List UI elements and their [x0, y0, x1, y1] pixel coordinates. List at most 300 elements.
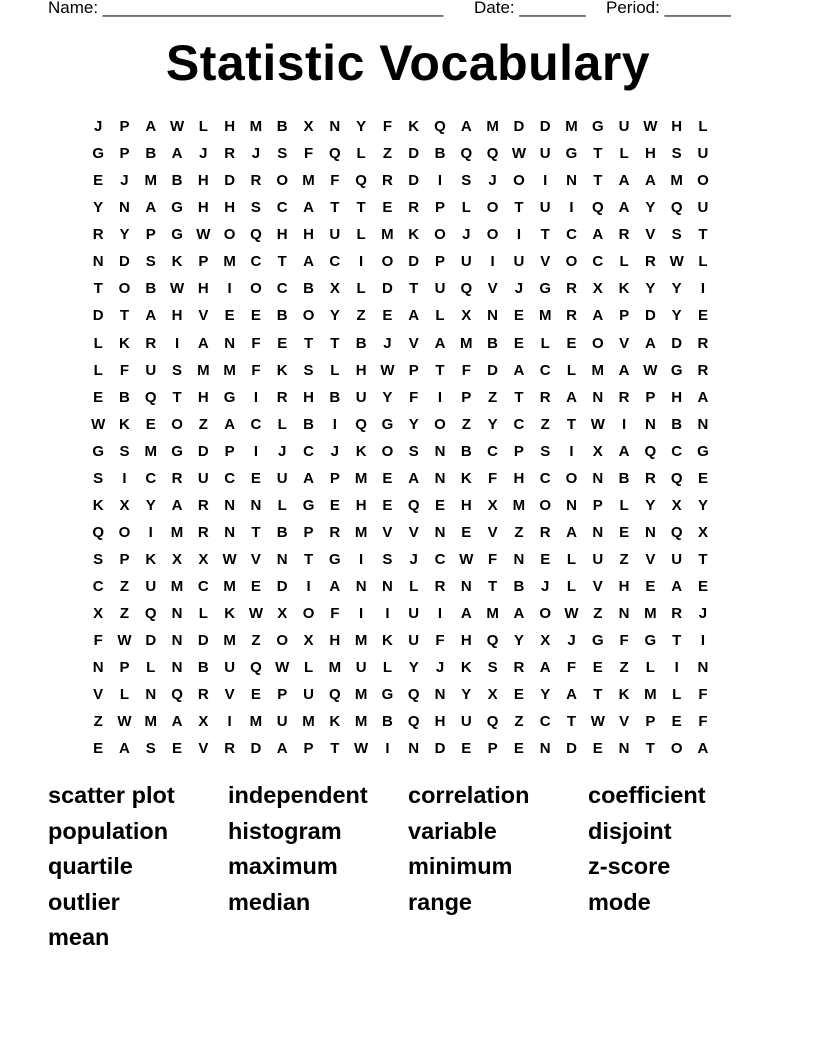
grid-letter[interactable]: A: [434, 334, 446, 352]
grid-letter[interactable]: J: [698, 605, 708, 623]
grid-letter[interactable]: N: [644, 415, 656, 433]
grid-letter[interactable]: M: [381, 226, 394, 244]
grid-letter[interactable]: O: [591, 334, 604, 352]
grid-letter[interactable]: M: [197, 361, 210, 379]
grid-letter[interactable]: Y: [645, 496, 656, 514]
grid-letter[interactable]: B: [513, 578, 525, 596]
grid-letter[interactable]: G: [670, 361, 683, 379]
grid-letter[interactable]: A: [303, 253, 314, 271]
grid-letter[interactable]: M: [354, 686, 368, 704]
grid-letter[interactable]: I: [359, 551, 364, 569]
grid-letter[interactable]: V: [645, 226, 656, 244]
grid-letter[interactable]: B: [434, 145, 446, 163]
grid-letter[interactable]: Z: [488, 388, 498, 406]
grid-letter[interactable]: R: [697, 361, 709, 379]
grid-letter[interactable]: A: [697, 388, 709, 406]
grid-letter[interactable]: P: [303, 740, 314, 758]
grid-letter[interactable]: M: [354, 523, 368, 541]
grid-letter[interactable]: L: [93, 361, 103, 379]
grid-letter[interactable]: P: [645, 388, 656, 406]
grid-letter[interactable]: D: [408, 253, 420, 271]
grid-letter[interactable]: Y: [540, 686, 551, 704]
grid-letter[interactable]: F: [382, 118, 392, 136]
grid-letter[interactable]: H: [644, 145, 656, 163]
grid-letter[interactable]: Z: [514, 713, 524, 731]
grid-letter[interactable]: O: [223, 226, 236, 244]
grid-letter[interactable]: Q: [670, 469, 683, 487]
date-field[interactable]: Date: _______: [474, 0, 586, 17]
grid-letter[interactable]: K: [460, 469, 472, 487]
grid-letter[interactable]: J: [93, 118, 103, 136]
grid-letter[interactable]: F: [251, 334, 261, 352]
grid-letter[interactable]: S: [250, 199, 261, 217]
grid-letter[interactable]: W: [117, 713, 132, 731]
grid-letter[interactable]: I: [490, 253, 495, 271]
grid-letter[interactable]: Y: [487, 415, 498, 433]
grid-letter[interactable]: A: [618, 361, 630, 379]
grid-letter[interactable]: A: [618, 442, 630, 460]
grid-letter[interactable]: S: [93, 469, 104, 487]
grid-letter[interactable]: A: [197, 334, 209, 352]
grid-letter[interactable]: N: [539, 740, 551, 758]
grid-letter[interactable]: U: [355, 659, 367, 677]
grid-letter[interactable]: J: [462, 226, 471, 244]
grid-letter[interactable]: R: [618, 226, 630, 244]
grid-letter[interactable]: N: [381, 578, 393, 596]
grid-letter[interactable]: I: [543, 172, 548, 190]
grid-letter[interactable]: U: [408, 605, 420, 623]
grid-letter[interactable]: M: [223, 578, 236, 596]
grid-letter[interactable]: R: [92, 226, 104, 244]
grid-letter[interactable]: Y: [93, 199, 104, 217]
grid-letter[interactable]: I: [674, 659, 679, 677]
grid-letter[interactable]: A: [171, 496, 183, 514]
grid-letter[interactable]: A: [671, 578, 683, 596]
grid-letter[interactable]: B: [303, 415, 314, 433]
grid-letter[interactable]: T: [93, 280, 103, 298]
grid-letter[interactable]: T: [356, 199, 366, 217]
grid-letter[interactable]: A: [145, 118, 157, 136]
grid-letter[interactable]: H: [460, 632, 472, 650]
grid-letter[interactable]: L: [93, 334, 103, 352]
grid-letter[interactable]: J: [567, 632, 576, 650]
grid-letter[interactable]: Z: [119, 578, 130, 596]
grid-letter[interactable]: T: [277, 253, 287, 271]
grid-letter[interactable]: T: [435, 361, 445, 379]
grid-letter[interactable]: W: [169, 280, 185, 298]
grid-letter[interactable]: I: [253, 388, 259, 406]
grid-letter[interactable]: K: [618, 686, 630, 704]
grid-letter[interactable]: E: [592, 659, 603, 677]
grid-letter[interactable]: O: [513, 172, 525, 190]
grid-letter[interactable]: D: [119, 253, 130, 271]
grid-letter[interactable]: Z: [593, 605, 603, 623]
grid-letter[interactable]: L: [619, 253, 629, 271]
grid-letter[interactable]: I: [385, 740, 390, 758]
grid-letter[interactable]: M: [328, 659, 342, 677]
grid-letter[interactable]: P: [145, 226, 156, 244]
grid-letter[interactable]: E: [645, 578, 656, 596]
grid-letter[interactable]: G: [381, 415, 394, 433]
grid-letter[interactable]: I: [437, 388, 443, 406]
grid-letter[interactable]: E: [145, 415, 156, 433]
grid-letter[interactable]: H: [224, 199, 236, 217]
grid-letter[interactable]: U: [303, 686, 314, 704]
grid-letter[interactable]: P: [592, 496, 603, 514]
grid-letter[interactable]: F: [619, 632, 629, 650]
grid-letter[interactable]: M: [670, 172, 683, 190]
grid-letter[interactable]: C: [224, 469, 236, 487]
grid-letter[interactable]: L: [356, 145, 366, 163]
grid-letter[interactable]: O: [250, 280, 262, 298]
grid-letter[interactable]: S: [93, 551, 104, 569]
grid-letter[interactable]: V: [93, 686, 104, 704]
grid-letter[interactable]: A: [276, 740, 288, 758]
grid-letter[interactable]: O: [486, 226, 499, 244]
grid-letter[interactable]: Q: [434, 118, 446, 136]
grid-letter[interactable]: M: [223, 361, 236, 379]
grid-letter[interactable]: Q: [407, 496, 420, 514]
grid-letter[interactable]: Q: [670, 523, 683, 541]
grid-letter[interactable]: J: [330, 442, 339, 460]
grid-letter[interactable]: T: [698, 226, 708, 244]
grid-letter[interactable]: S: [145, 740, 156, 758]
grid-letter[interactable]: X: [592, 442, 603, 460]
grid-letter[interactable]: N: [434, 442, 446, 460]
grid-letter[interactable]: A: [539, 659, 551, 677]
grid-letter[interactable]: G: [171, 442, 183, 460]
grid-letter[interactable]: L: [277, 415, 287, 433]
grid-letter[interactable]: M: [144, 442, 157, 460]
grid-letter[interactable]: U: [355, 388, 367, 406]
grid-letter[interactable]: E: [93, 172, 104, 190]
grid-letter[interactable]: K: [171, 253, 183, 271]
grid-letter[interactable]: X: [697, 523, 708, 541]
grid-letter[interactable]: P: [329, 469, 340, 487]
grid-letter[interactable]: Y: [697, 496, 708, 514]
grid-letter[interactable]: C: [671, 442, 683, 460]
grid-letter[interactable]: Q: [250, 226, 262, 244]
grid-letter[interactable]: U: [539, 199, 551, 217]
grid-letter[interactable]: V: [224, 686, 235, 704]
grid-letter[interactable]: N: [434, 686, 446, 704]
grid-letter[interactable]: N: [329, 118, 341, 136]
grid-letter[interactable]: E: [540, 551, 551, 569]
grid-letter[interactable]: T: [409, 280, 419, 298]
grid-letter[interactable]: T: [698, 551, 708, 569]
grid-letter[interactable]: I: [437, 172, 443, 190]
grid-letter[interactable]: P: [119, 118, 130, 136]
grid-letter[interactable]: P: [224, 442, 235, 460]
grid-letter[interactable]: X: [329, 280, 340, 298]
grid-letter[interactable]: H: [671, 118, 683, 136]
grid-letter[interactable]: V: [487, 280, 498, 298]
grid-letter[interactable]: P: [513, 442, 524, 460]
grid-letter[interactable]: T: [303, 551, 314, 569]
grid-letter[interactable]: T: [330, 334, 340, 352]
grid-letter[interactable]: C: [276, 280, 288, 298]
grid-letter[interactable]: L: [356, 226, 366, 244]
grid-letter[interactable]: H: [276, 226, 288, 244]
grid-letter[interactable]: R: [566, 280, 577, 298]
grid-letter[interactable]: C: [592, 253, 604, 271]
grid-letter[interactable]: Q: [92, 523, 104, 541]
grid-letter[interactable]: P: [119, 551, 130, 569]
grid-letter[interactable]: L: [198, 605, 208, 623]
grid-letter[interactable]: V: [619, 713, 630, 731]
grid-letter[interactable]: U: [513, 253, 525, 271]
grid-letter[interactable]: H: [303, 388, 314, 406]
grid-letter[interactable]: X: [487, 686, 498, 704]
grid-letter[interactable]: L: [330, 361, 340, 379]
grid-letter[interactable]: L: [146, 659, 156, 677]
grid-letter[interactable]: G: [92, 442, 104, 460]
grid-letter[interactable]: H: [197, 280, 209, 298]
grid-letter[interactable]: Q: [328, 686, 341, 704]
grid-letter[interactable]: Z: [93, 713, 103, 731]
grid-letter[interactable]: I: [569, 442, 574, 460]
grid-letter[interactable]: E: [697, 469, 708, 487]
grid-letter[interactable]: V: [408, 334, 419, 352]
grid-letter[interactable]: X: [172, 551, 183, 569]
grid-letter[interactable]: I: [700, 632, 706, 650]
grid-letter[interactable]: F: [435, 632, 445, 650]
grid-letter[interactable]: S: [461, 172, 472, 190]
grid-letter[interactable]: R: [539, 523, 551, 541]
grid-letter[interactable]: I: [700, 280, 706, 298]
grid-letter[interactable]: Y: [145, 496, 156, 514]
grid-letter[interactable]: C: [145, 469, 157, 487]
grid-letter[interactable]: Q: [355, 172, 367, 190]
grid-letter[interactable]: R: [276, 388, 288, 406]
grid-letter[interactable]: U: [408, 632, 420, 650]
grid-letter[interactable]: L: [435, 307, 445, 325]
grid-letter[interactable]: R: [408, 199, 420, 217]
grid-letter[interactable]: E: [224, 307, 235, 325]
grid-letter[interactable]: Q: [407, 686, 420, 704]
grid-letter[interactable]: H: [671, 388, 683, 406]
grid-letter[interactable]: D: [487, 361, 499, 379]
grid-letter[interactable]: S: [303, 361, 314, 379]
grid-letter[interactable]: S: [671, 226, 682, 244]
grid-letter[interactable]: A: [303, 469, 314, 487]
grid-letter[interactable]: R: [197, 496, 209, 514]
grid-letter[interactable]: L: [645, 659, 655, 677]
grid-letter[interactable]: Z: [198, 415, 208, 433]
grid-letter[interactable]: I: [622, 415, 627, 433]
grid-letter[interactable]: X: [592, 280, 603, 298]
grid-letter[interactable]: A: [566, 388, 577, 406]
grid-letter[interactable]: Z: [619, 659, 629, 677]
grid-letter[interactable]: L: [461, 199, 471, 217]
grid-letter[interactable]: C: [539, 469, 551, 487]
grid-letter[interactable]: C: [539, 361, 551, 379]
grid-letter[interactable]: F: [93, 632, 103, 650]
grid-letter[interactable]: O: [118, 280, 131, 298]
grid-letter[interactable]: I: [306, 578, 311, 596]
grid-letter[interactable]: D: [539, 118, 551, 136]
grid-letter[interactable]: T: [251, 523, 261, 541]
grid-letter[interactable]: K: [92, 496, 104, 514]
grid-letter[interactable]: B: [381, 713, 393, 731]
grid-letter[interactable]: N: [487, 307, 499, 325]
grid-letter[interactable]: V: [198, 740, 209, 758]
grid-letter[interactable]: Q: [355, 415, 367, 433]
grid-letter[interactable]: N: [224, 334, 236, 352]
grid-letter[interactable]: M: [565, 118, 578, 136]
grid-letter[interactable]: R: [224, 145, 236, 163]
grid-letter[interactable]: R: [250, 172, 262, 190]
grid-letter[interactable]: A: [303, 199, 314, 217]
grid-letter[interactable]: J: [541, 578, 550, 596]
grid-letter[interactable]: K: [408, 118, 420, 136]
grid-letter[interactable]: N: [592, 388, 604, 406]
grid-letter[interactable]: E: [592, 740, 603, 758]
grid-letter[interactable]: N: [513, 551, 525, 569]
grid-letter[interactable]: P: [198, 253, 209, 271]
grid-letter[interactable]: J: [278, 442, 287, 460]
grid-letter[interactable]: H: [434, 713, 446, 731]
grid-letter[interactable]: D: [381, 280, 393, 298]
grid-letter[interactable]: E: [697, 307, 708, 325]
grid-letter[interactable]: L: [566, 361, 577, 379]
grid-letter[interactable]: H: [171, 307, 183, 325]
grid-letter[interactable]: O: [486, 199, 499, 217]
grid-letter[interactable]: N: [566, 496, 577, 514]
grid-letter[interactable]: C: [434, 551, 446, 569]
grid-letter[interactable]: W: [91, 415, 106, 433]
grid-letter[interactable]: D: [434, 740, 446, 758]
grid-letter[interactable]: E: [382, 307, 393, 325]
grid-letter[interactable]: A: [145, 199, 157, 217]
grid-letter[interactable]: S: [277, 145, 288, 163]
grid-letter[interactable]: K: [119, 334, 130, 352]
grid-letter[interactable]: Z: [540, 415, 550, 433]
grid-letter[interactable]: Z: [461, 415, 471, 433]
grid-letter[interactable]: T: [330, 740, 340, 758]
grid-letter[interactable]: U: [618, 118, 630, 136]
grid-letter[interactable]: N: [171, 632, 183, 650]
grid-letter[interactable]: L: [382, 659, 392, 677]
grid-letter[interactable]: P: [119, 659, 130, 677]
grid-letter[interactable]: D: [671, 334, 683, 352]
grid-letter[interactable]: Y: [671, 280, 682, 298]
grid-letter[interactable]: A: [224, 415, 236, 433]
grid-letter[interactable]: N: [697, 659, 709, 677]
grid-letter[interactable]: X: [671, 496, 682, 514]
grid-letter[interactable]: X: [277, 605, 288, 623]
grid-letter[interactable]: A: [513, 605, 525, 623]
grid-letter[interactable]: M: [486, 118, 499, 136]
grid-letter[interactable]: M: [354, 469, 368, 487]
grid-letter[interactable]: N: [618, 740, 630, 758]
grid-letter[interactable]: G: [644, 632, 657, 650]
grid-letter[interactable]: G: [381, 686, 394, 704]
grid-letter[interactable]: B: [303, 280, 314, 298]
grid-letter[interactable]: X: [461, 307, 472, 325]
grid-letter[interactable]: Q: [328, 145, 341, 163]
grid-letter[interactable]: D: [408, 145, 420, 163]
grid-letter[interactable]: R: [197, 523, 209, 541]
grid-letter[interactable]: C: [566, 226, 577, 244]
grid-letter[interactable]: G: [591, 632, 604, 650]
grid-letter[interactable]: E: [566, 334, 577, 352]
grid-letter[interactable]: R: [329, 523, 341, 541]
grid-letter[interactable]: Q: [171, 686, 183, 704]
grid-letter[interactable]: X: [540, 632, 551, 650]
grid-letter[interactable]: U: [329, 226, 341, 244]
grid-letter[interactable]: P: [119, 145, 130, 163]
grid-letter[interactable]: F: [698, 686, 708, 704]
grid-letter[interactable]: L: [566, 578, 577, 596]
grid-letter[interactable]: U: [460, 253, 472, 271]
grid-letter[interactable]: I: [359, 605, 364, 623]
grid-letter[interactable]: E: [461, 523, 472, 541]
grid-letter[interactable]: W: [643, 118, 658, 136]
grid-letter[interactable]: H: [197, 199, 209, 217]
grid-letter[interactable]: X: [93, 605, 104, 623]
grid-letter[interactable]: N: [92, 659, 104, 677]
grid-letter[interactable]: C: [197, 578, 209, 596]
grid-letter[interactable]: N: [697, 415, 709, 433]
grid-letter[interactable]: V: [198, 307, 209, 325]
grid-letter[interactable]: K: [329, 713, 341, 731]
grid-letter[interactable]: E: [382, 469, 393, 487]
grid-letter[interactable]: Y: [461, 686, 472, 704]
grid-letter[interactable]: D: [145, 632, 157, 650]
grid-letter[interactable]: N: [618, 605, 630, 623]
grid-letter[interactable]: Q: [250, 659, 262, 677]
grid-letter[interactable]: P: [408, 361, 419, 379]
grid-letter[interactable]: F: [330, 172, 340, 190]
grid-letter[interactable]: K: [355, 442, 367, 460]
grid-letter[interactable]: B: [145, 280, 157, 298]
grid-letter[interactable]: D: [197, 442, 209, 460]
grid-letter[interactable]: V: [619, 334, 630, 352]
grid-letter[interactable]: D: [276, 578, 288, 596]
grid-letter[interactable]: N: [145, 686, 157, 704]
grid-letter[interactable]: W: [459, 551, 474, 569]
grid-letter[interactable]: S: [540, 442, 551, 460]
grid-letter[interactable]: Z: [356, 307, 366, 325]
grid-letter[interactable]: T: [514, 388, 524, 406]
grid-letter[interactable]: K: [381, 632, 393, 650]
grid-letter[interactable]: O: [565, 469, 578, 487]
grid-letter[interactable]: E: [513, 334, 524, 352]
grid-letter[interactable]: R: [434, 578, 446, 596]
grid-letter[interactable]: J: [514, 280, 524, 298]
grid-letter[interactable]: V: [645, 551, 656, 569]
grid-letter[interactable]: W: [196, 226, 211, 244]
grid-letter[interactable]: A: [119, 740, 130, 758]
grid-letter[interactable]: M: [223, 253, 236, 271]
grid-letter[interactable]: N: [566, 172, 577, 190]
grid-letter[interactable]: I: [437, 605, 443, 623]
grid-letter[interactable]: N: [355, 578, 367, 596]
grid-letter[interactable]: K: [145, 551, 157, 569]
period-field[interactable]: Period: _______: [606, 0, 731, 17]
grid-letter[interactable]: U: [671, 551, 683, 569]
grid-letter[interactable]: N: [434, 469, 446, 487]
grid-letter[interactable]: V: [408, 523, 419, 541]
grid-letter[interactable]: B: [329, 388, 341, 406]
grid-letter[interactable]: M: [512, 496, 526, 514]
grid-letter[interactable]: N: [224, 496, 236, 514]
grid-letter[interactable]: P: [619, 307, 630, 325]
grid-letter[interactable]: O: [539, 496, 552, 514]
grid-letter[interactable]: Q: [144, 605, 157, 623]
grid-letter[interactable]: D: [566, 740, 577, 758]
